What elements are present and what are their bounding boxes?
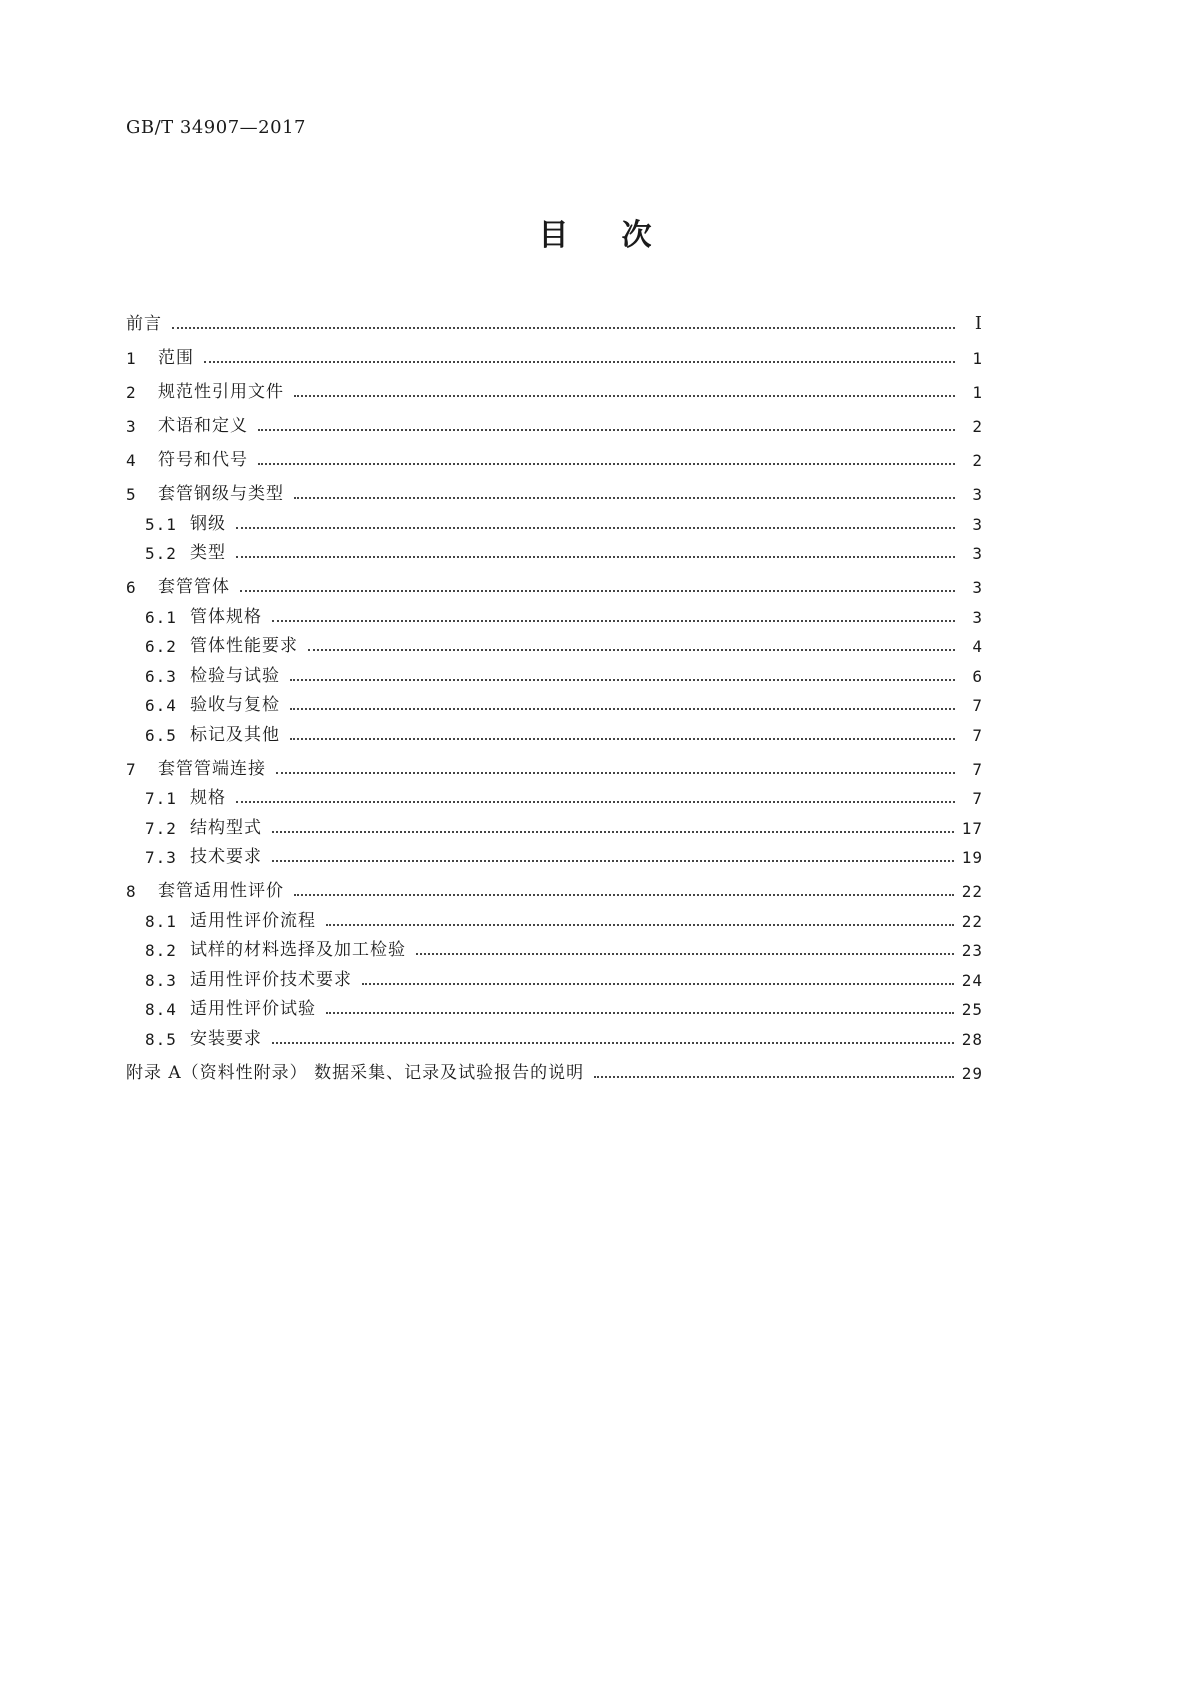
toc-entry[interactable] bbox=[126, 990, 983, 1020]
toc-entry[interactable] bbox=[126, 402, 983, 436]
dot-leader bbox=[258, 462, 955, 465]
toc-entry-page: 7 bbox=[972, 725, 983, 745]
toc-entry-number: 8.3 bbox=[145, 970, 177, 990]
dot-leader bbox=[362, 982, 954, 985]
toc-entry-number: 8.1 bbox=[145, 911, 177, 931]
toc-entry[interactable] bbox=[126, 656, 983, 686]
dot-leader bbox=[290, 737, 955, 740]
toc-entry-page: 22 bbox=[961, 911, 983, 931]
toc-entry-label: 检验与试验 bbox=[190, 665, 280, 686]
toc-entry-number: 6.5 bbox=[145, 725, 177, 745]
dot-leader bbox=[272, 1041, 954, 1044]
toc-entry-page: 3 bbox=[972, 607, 983, 627]
dot-leader bbox=[172, 326, 955, 329]
toc-entry-number: 8 bbox=[126, 882, 137, 901]
toc-entry-number: 8.2 bbox=[145, 941, 177, 960]
toc-entry-number: 3 bbox=[126, 417, 137, 436]
toc-entry[interactable] bbox=[126, 368, 983, 402]
toc-entry[interactable] bbox=[126, 779, 983, 809]
dot-leader bbox=[294, 496, 955, 499]
toc-entry-page: 7 bbox=[972, 696, 983, 715]
toc-entry-number: 6 bbox=[126, 578, 137, 597]
toc-entry-page: 4 bbox=[972, 637, 983, 656]
toc-entry-number: 8.4 bbox=[145, 1000, 177, 1019]
dot-leader bbox=[326, 923, 954, 926]
dot-leader bbox=[236, 526, 955, 529]
toc-entry-page: 23 bbox=[961, 941, 983, 960]
dot-leader bbox=[236, 800, 955, 803]
dot-leader bbox=[272, 619, 955, 622]
title-char-2: 次 bbox=[621, 218, 653, 253]
toc-entry-label: 规格 bbox=[190, 788, 226, 808]
dot-leader bbox=[594, 1075, 954, 1078]
toc-entry-label: 钢级 bbox=[190, 513, 226, 534]
toc-entry-label: 附录 A（资料性附录） 数据采集、记录及试验报告的说明 bbox=[126, 1062, 585, 1083]
toc-entry-label: 安装要求 bbox=[190, 1028, 262, 1049]
toc-entry-page: 2 bbox=[972, 451, 983, 470]
toc-entry[interactable] bbox=[126, 627, 983, 657]
toc-entry-label: 管体规格 bbox=[190, 606, 262, 627]
toc-entry-number: 7.2 bbox=[145, 818, 177, 838]
dot-leader bbox=[236, 555, 955, 558]
toc-entry-label: 试样的材料选择及加工检验 bbox=[190, 940, 406, 960]
toc-entry-number: 5 bbox=[126, 485, 137, 504]
toc-entry-page: 19 bbox=[961, 848, 983, 867]
toc-entry-label: 范围 bbox=[158, 348, 194, 368]
toc-entry-number: 6.3 bbox=[145, 666, 177, 686]
toc-entry[interactable] bbox=[126, 1019, 983, 1049]
dot-leader bbox=[258, 428, 955, 431]
toc-entry[interactable] bbox=[126, 563, 983, 597]
dot-leader bbox=[294, 893, 954, 896]
dot-leader bbox=[276, 771, 955, 774]
toc-entry-label: 类型 bbox=[190, 543, 226, 563]
table-of-contents bbox=[126, 300, 983, 1083]
toc-entry-number: 7.3 bbox=[145, 848, 177, 867]
toc-entry-page: 24 bbox=[961, 970, 983, 990]
toc-entry-page: 3 bbox=[972, 544, 983, 563]
toc-entry[interactable] bbox=[126, 931, 983, 961]
toc-entry-page: 1 bbox=[972, 383, 983, 402]
toc-entry-number: 6.1 bbox=[145, 607, 177, 627]
toc-entry-label: 术语和定义 bbox=[158, 416, 248, 436]
toc-entry-number: 5.2 bbox=[145, 544, 177, 563]
standard-code: GB/T 34907—2017 bbox=[126, 117, 306, 138]
toc-entry-label: 适用性评价技术要求 bbox=[190, 969, 352, 990]
toc-entry-page: 3 bbox=[972, 485, 983, 504]
toc-entry[interactable] bbox=[126, 597, 983, 627]
toc-entry-label: 套管管端连接 bbox=[158, 758, 266, 779]
toc-entry-number: 6.2 bbox=[145, 637, 177, 656]
toc-entry-page: 17 bbox=[961, 818, 983, 838]
toc-entry-page: 7 bbox=[972, 759, 983, 779]
page-title bbox=[0, 210, 1191, 254]
toc-entry[interactable] bbox=[126, 686, 983, 716]
toc-entry[interactable] bbox=[126, 901, 983, 931]
toc-entry[interactable] bbox=[126, 867, 983, 901]
toc-entry-number: 1 bbox=[126, 349, 137, 368]
toc-entry-label: 适用性评价试验 bbox=[190, 999, 316, 1019]
toc-entry-page: 3 bbox=[972, 578, 983, 597]
toc-entry-label: 验收与复检 bbox=[190, 695, 280, 715]
toc-entry-page: 6 bbox=[972, 666, 983, 686]
dot-leader bbox=[308, 648, 955, 651]
toc-entry-number: 7 bbox=[126, 759, 137, 779]
dot-leader bbox=[326, 1011, 954, 1014]
title-char-1: 目 bbox=[538, 218, 570, 253]
toc-entry-number: 6.4 bbox=[145, 696, 177, 715]
toc-entry[interactable] bbox=[126, 534, 983, 564]
toc-entry[interactable] bbox=[126, 300, 983, 334]
toc-entry-label: 管体性能要求 bbox=[190, 636, 298, 656]
toc-entry-label: 结构型式 bbox=[190, 817, 262, 838]
toc-entry-number: 2 bbox=[126, 383, 137, 402]
dot-leader bbox=[290, 707, 955, 710]
toc-entry-label: 套管钢级与类型 bbox=[158, 484, 284, 504]
dot-leader bbox=[290, 678, 955, 681]
toc-entry[interactable] bbox=[126, 808, 983, 838]
toc-entry-page: 1 bbox=[972, 349, 983, 368]
dot-leader bbox=[272, 830, 954, 833]
toc-entry-page: 29 bbox=[961, 1063, 983, 1083]
dot-leader bbox=[204, 360, 955, 363]
toc-entry-label: 适用性评价流程 bbox=[190, 910, 316, 931]
toc-entry-page: 22 bbox=[961, 882, 983, 901]
toc-entry[interactable] bbox=[126, 745, 983, 779]
toc-entry[interactable] bbox=[126, 838, 983, 868]
toc-entry-label: 符号和代号 bbox=[158, 450, 248, 470]
toc-entry-page: 28 bbox=[961, 1029, 983, 1049]
toc-entry-number: 5.1 bbox=[145, 514, 177, 534]
toc-entry[interactable] bbox=[126, 1049, 983, 1083]
toc-entry-number: 4 bbox=[126, 451, 137, 470]
toc-entry-label: 套管适用性评价 bbox=[158, 881, 284, 901]
dot-leader bbox=[294, 394, 955, 397]
toc-entry-label: 规范性引用文件 bbox=[158, 382, 284, 402]
toc-entry-page: Ⅰ bbox=[974, 313, 983, 334]
toc-entry[interactable] bbox=[126, 504, 983, 534]
toc-entry[interactable] bbox=[126, 470, 983, 504]
toc-entry-page: 25 bbox=[961, 1000, 983, 1019]
toc-entry-page: 7 bbox=[972, 789, 983, 808]
dot-leader bbox=[240, 589, 955, 592]
toc-entry[interactable] bbox=[126, 715, 983, 745]
toc-entry[interactable] bbox=[126, 334, 983, 368]
toc-entry-label: 技术要求 bbox=[190, 847, 262, 867]
toc-entry-number: 7.1 bbox=[145, 789, 177, 808]
toc-entry-page: 3 bbox=[972, 514, 983, 534]
toc-entry-label: 标记及其他 bbox=[190, 724, 280, 745]
dot-leader bbox=[272, 859, 954, 862]
toc-entry-number: 8.5 bbox=[145, 1029, 177, 1049]
toc-entry-page: 2 bbox=[972, 417, 983, 436]
toc-entry-label: 套管管体 bbox=[158, 577, 230, 597]
toc-entry-label: 前言 bbox=[126, 314, 162, 334]
toc-entry[interactable] bbox=[126, 960, 983, 990]
dot-leader bbox=[416, 952, 954, 955]
toc-entry[interactable] bbox=[126, 436, 983, 470]
